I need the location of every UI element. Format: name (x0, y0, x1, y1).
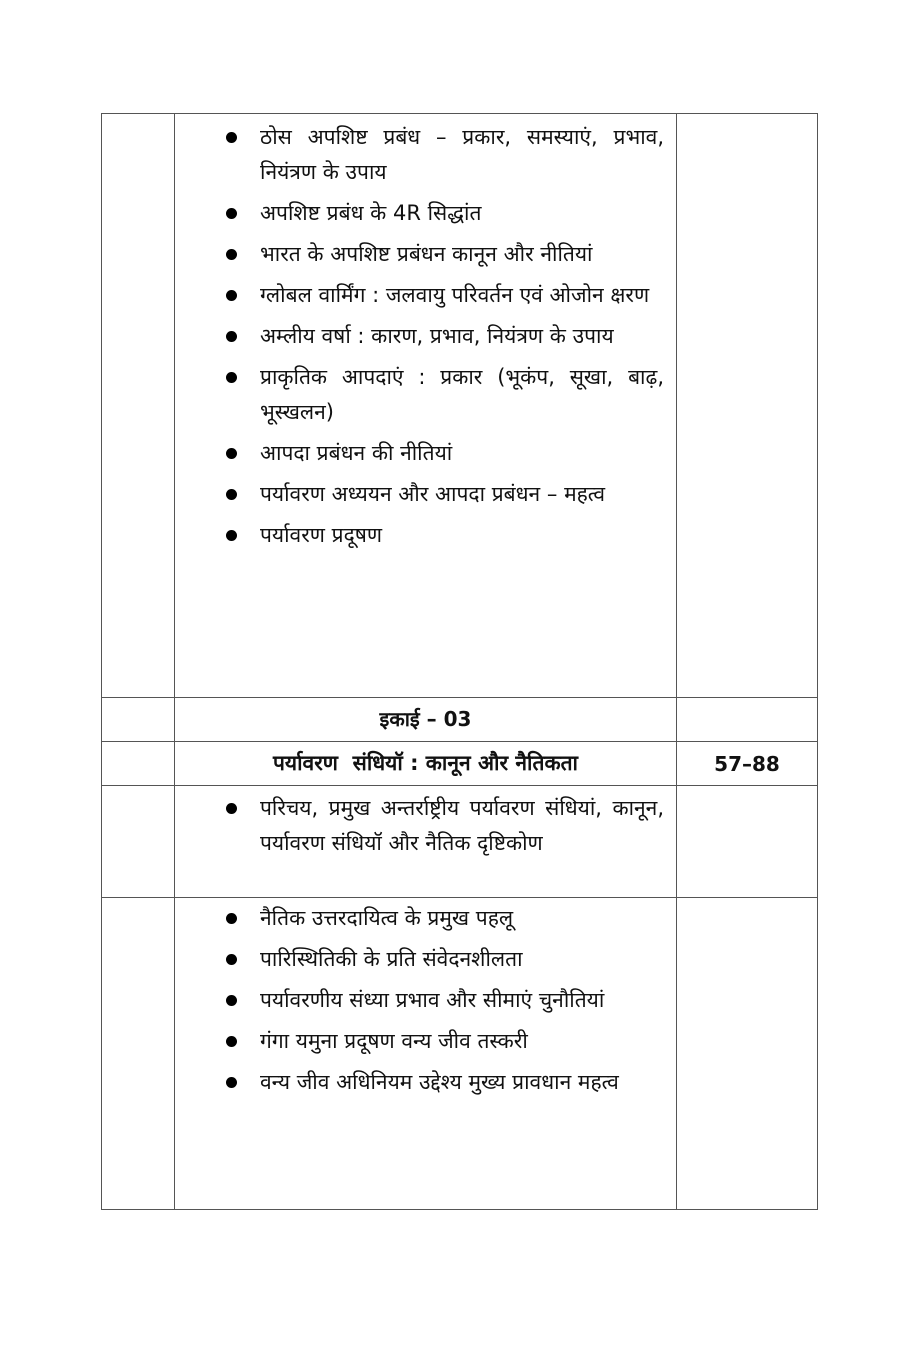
topic-text: प्राकृतिक आपदाएं : प्रकार (भूकंप, सूखा, बाढ़, भूस्खलन) (260, 365, 664, 424)
bullet-icon (226, 331, 237, 342)
section-title: पर्यावरण संधियॉ : कानून और नैतिकता (273, 751, 578, 775)
empty-cell (677, 898, 818, 1210)
list-item (175, 360, 664, 430)
topic-text: ठोस अपशिष्ट प्रबंध – प्रकार, समस्याएं, प्रभाव, नियंत्रण के उपाय (260, 125, 664, 184)
table-row (102, 742, 818, 786)
topic-text: ग्लोबल वार्मिंग : जलवायु परिवर्तन एवं ओजोन क्षरण (260, 283, 650, 307)
topics-cell (175, 898, 677, 1210)
empty-cell (102, 898, 175, 1210)
topic-text: नैतिक उत्तरदायित्व के प्रमुख पहलू (260, 906, 514, 930)
bullet-icon (226, 208, 237, 219)
bullet-icon (226, 995, 237, 1006)
list-item (175, 983, 664, 1018)
topic-text: वन्य जीव अधिनियम उद्देश्य मुख्य प्रावधान महत्व (260, 1070, 619, 1094)
topic-text: भारत के अपशिष्ट प्रबंधन कानून और नीतियां (260, 242, 593, 266)
bullet-icon (226, 954, 237, 965)
table-row (102, 698, 818, 742)
topic-text: अपशिष्ट प्रबंध के 4R सिद्धांत (260, 201, 482, 225)
bullet-icon (226, 803, 237, 814)
page-range: 57–88 (714, 751, 780, 776)
list-item (175, 942, 664, 977)
bullet-icon (226, 372, 237, 383)
bullet-icon (226, 913, 237, 924)
bullet-icon (226, 448, 237, 459)
topics-cell (175, 114, 677, 698)
topic-text: पर्यावरणीय संध्या प्रभाव और सीमाएं चुनौतियां (260, 988, 605, 1012)
topic-text: गंगा यमुना प्रदूषण वन्य जीव तस्करी (260, 1029, 528, 1053)
empty-cell (677, 114, 818, 698)
topic-text: पर्यावरण प्रदूषण (260, 523, 383, 547)
topic-list (175, 786, 676, 861)
empty-cell (102, 114, 175, 698)
list-item (175, 518, 664, 553)
topic-list (175, 114, 676, 553)
list-item (175, 901, 664, 936)
bullet-icon (226, 530, 237, 541)
topic-text: पर्यावरण अध्ययन और आपदा प्रबंधन – महत्व (260, 482, 606, 506)
bullet-icon (226, 1036, 237, 1047)
table-row (102, 114, 818, 698)
list-item (175, 278, 664, 313)
topic-list (175, 898, 676, 1100)
syllabus-table (101, 113, 818, 1210)
empty-cell (677, 698, 818, 742)
unit-heading: इकाई – 03 (379, 707, 472, 731)
list-item (175, 436, 664, 471)
empty-cell (677, 786, 818, 898)
unit-heading-cell (175, 698, 677, 742)
empty-cell (102, 786, 175, 898)
table-row (102, 898, 818, 1210)
topic-text: अम्लीय वर्षा : कारण, प्रभाव, नियंत्रण के उपाय (260, 324, 614, 348)
topic-text: परिचय, प्रमुख अन्तर्राष्ट्रीय पर्यावरण संधियां, कानून, पर्यावरण संधियॉ और नैतिक दृष्टिकोण (260, 796, 664, 855)
empty-cell (102, 742, 175, 786)
topic-text: आपदा प्रबंधन की नीतियां (260, 441, 453, 465)
topics-cell (175, 786, 677, 898)
empty-cell (102, 698, 175, 742)
list-item (175, 196, 664, 231)
table-row (102, 786, 818, 898)
bullet-icon (226, 132, 237, 143)
list-item (175, 1024, 664, 1059)
list-item (175, 120, 664, 190)
list-item (175, 237, 664, 272)
list-item (175, 791, 664, 861)
topic-text: पारिस्थितिकी के प्रति संवेदनशीलता (260, 947, 523, 971)
list-item (175, 1065, 664, 1100)
section-title-cell (175, 742, 677, 786)
list-item (175, 477, 664, 512)
bullet-icon (226, 489, 237, 500)
page-range-cell (677, 742, 818, 786)
bullet-icon (226, 249, 237, 260)
list-item (175, 319, 664, 354)
bullet-icon (226, 1077, 237, 1088)
bullet-icon (226, 290, 237, 301)
